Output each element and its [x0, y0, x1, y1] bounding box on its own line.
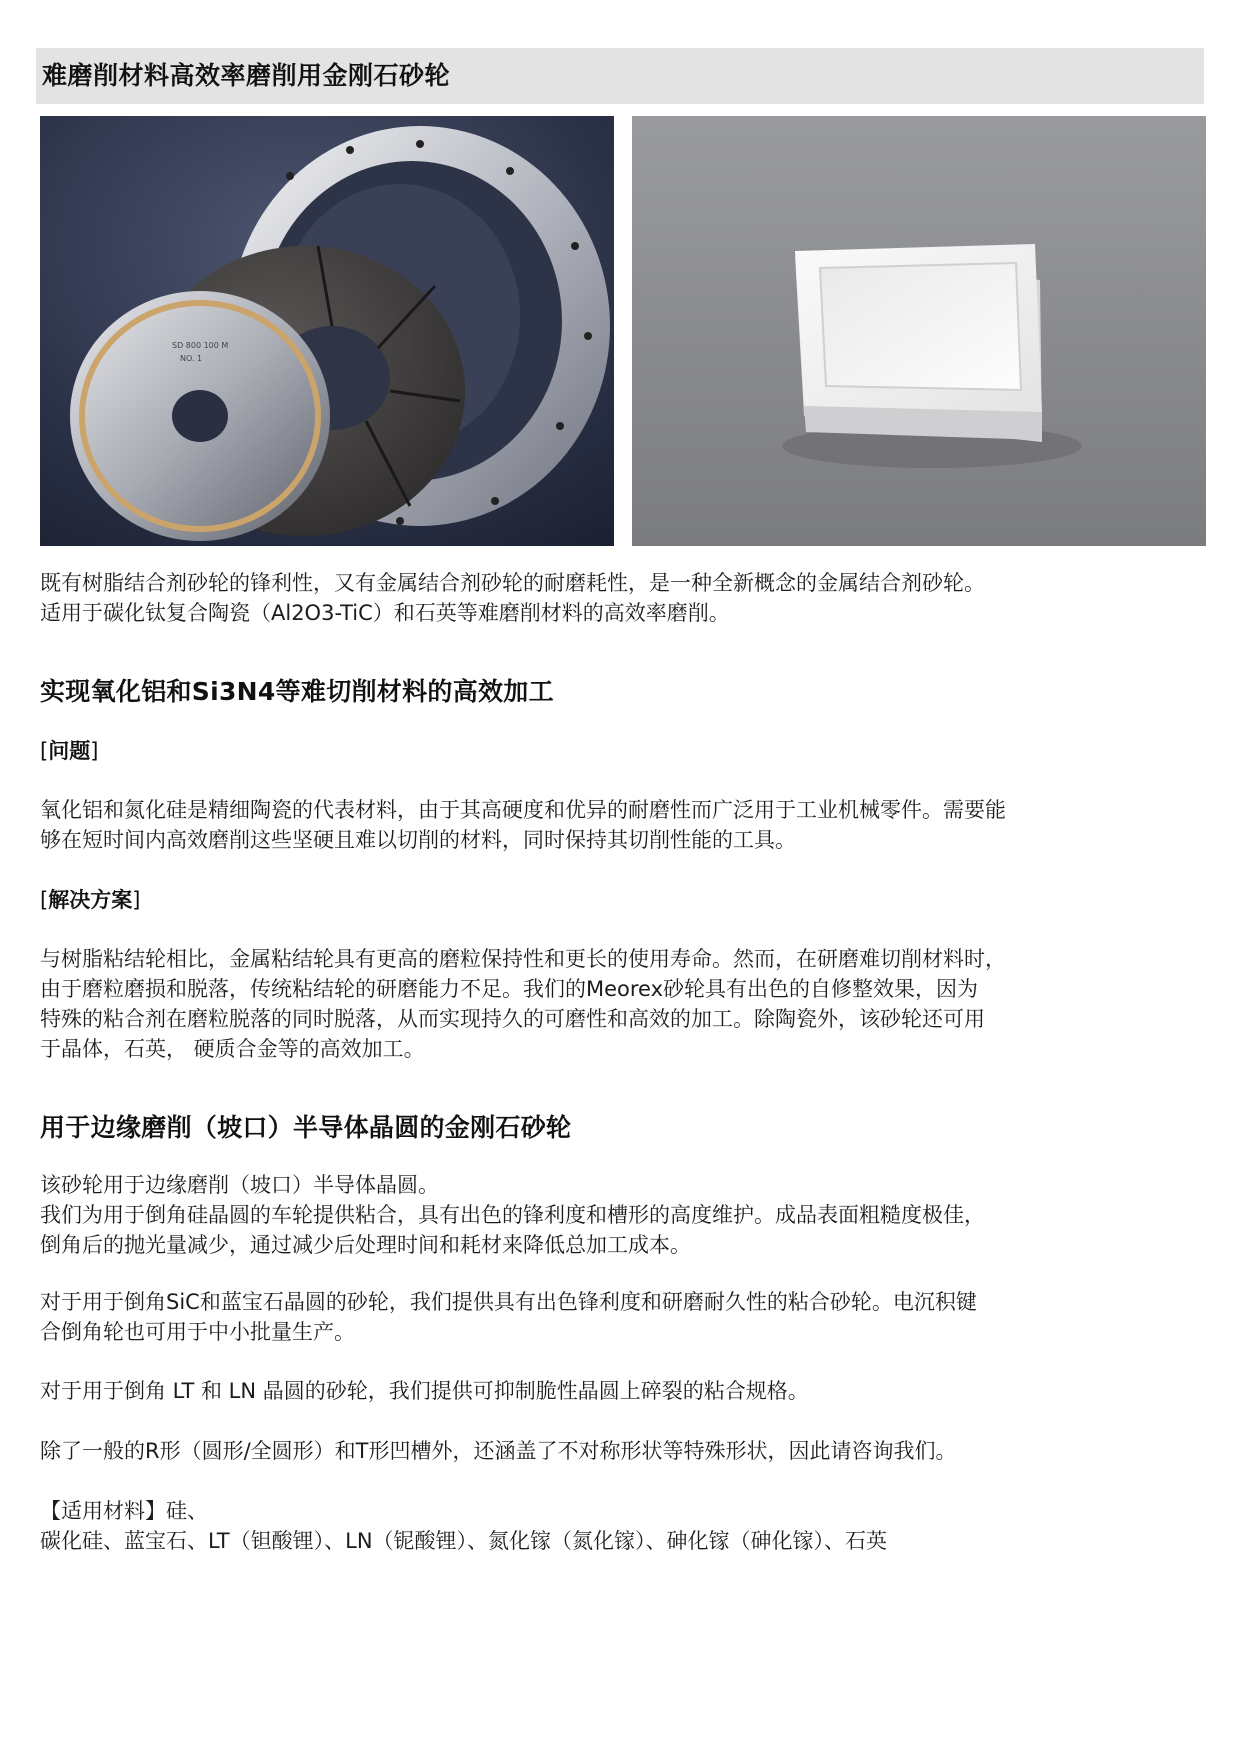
title-bar — [36, 48, 1204, 104]
paragraph-line: 碳化硅、蓝宝石、LT（钽酸锂）、LN（铌酸锂）、氮化镓（氮化镓）、砷化镓（砷化镓）、石英 — [40, 1529, 888, 1553]
paragraph-line: 除了一般的R形（圆形/全圆形）和T形凹槽外，还涵盖了不对称形状等特殊形状，因此请咨询我们。 — [40, 1439, 957, 1463]
solution-paragraph — [40, 944, 1200, 1064]
paragraph-line: 该砂轮用于边缘磨削（坡口）半导体晶圆。 — [40, 1173, 439, 1197]
svg-text:SD 800 100 M: SD 800 100 M — [172, 341, 229, 350]
problem-paragraph — [40, 795, 1200, 855]
white-ceramic-square-tray-photo — [632, 116, 1206, 546]
paragraph-line: 对于用于倒角SiC和蓝宝石晶圆的砂轮，我们提供具有出色锋利度和研磨耐久性的粘合砂轮。电沉积键 — [40, 1290, 977, 1314]
paragraph-line: 合倒角轮也可用于中小批量生产。 — [40, 1320, 355, 1344]
problem-line: 够在短时间内高效磨削这些坚硬且难以切削的材料，同时保持其切削性能的工具。 — [40, 828, 796, 852]
paragraph-line: 【适用材料】硅、 — [40, 1499, 208, 1523]
page-title: 难磨削材料高效率磨削用金刚石砂轮 — [42, 61, 451, 90]
diamond-grinding-wheels-photo — [40, 116, 614, 546]
paragraph-line: 倒角后的抛光量减少，通过减少后处理时间和耗材来降低总加工成本。 — [40, 1233, 691, 1257]
problem-label: [问题] — [40, 739, 99, 763]
problem-label-text: 问题 — [48, 739, 91, 763]
intro-line: 既有树脂结合剂砂轮的锋利性，又有金属结合剂砂轮的耐磨耗性，是一种全新概念的金属结合剂砂轮。 — [40, 571, 985, 595]
solution-line: 于晶体，石英， 硬质合金等的高效加工。 — [40, 1037, 425, 1061]
solution-line: 由于磨粒磨损和脱落，传统粘结轮的研磨能力不足。我们的Meorex砂轮具有出色的自修整效果，因为 — [40, 977, 979, 1001]
section-heading: 实现氧化铝和Si3N4等难切削材料的高效加工 — [40, 677, 554, 706]
section-heading: 用于边缘磨削（坡口）半导体晶圆的金刚石砂轮 — [40, 1113, 572, 1142]
applicable-materials — [40, 1496, 1200, 1556]
problem-line: 氧化铝和氮化硅是精细陶瓷的代表材料，由于其高硬度和优异的耐磨性而广泛用于工业机械零件。需要能 — [40, 798, 1006, 822]
svg-text:NO. 1: NO. 1 — [180, 354, 203, 363]
solution-label-text: 解决方案 — [48, 888, 133, 912]
solution-line: 与树脂粘结轮相比，金属粘结轮具有更高的磨粒保持性和更长的使用寿命。然而，在研磨难切削材料时， — [40, 947, 1006, 971]
solution-label: [解决方案] — [40, 888, 141, 912]
wafer-paragraph-4 — [40, 1436, 1200, 1466]
paragraph-line: 对于用于倒角 LT 和 LN 晶圆的砂轮，我们提供可抑制脆性晶圆上碎裂的粘合规格。 — [40, 1379, 809, 1403]
intro-line: 适用于碳化钛复合陶瓷（Al2O3-TiC）和石英等难磨削材料的高效率磨削。 — [40, 601, 730, 625]
wafer-paragraph-1 — [40, 1170, 1200, 1260]
paragraph-line: 我们为用于倒角硅晶圆的车轮提供粘合，具有出色的锋利度和槽形的高度维护。成品表面粗糙度极佳， — [40, 1203, 985, 1227]
solution-line: 特殊的粘合剂在磨粒脱落的同时脱落，从而实现持久的可磨性和高效的加工。除陶瓷外，该砂轮还可用 — [40, 1007, 985, 1031]
intro-paragraph — [40, 568, 1200, 628]
wafer-paragraph-3 — [40, 1376, 1200, 1406]
wafer-paragraph-2 — [40, 1287, 1200, 1347]
